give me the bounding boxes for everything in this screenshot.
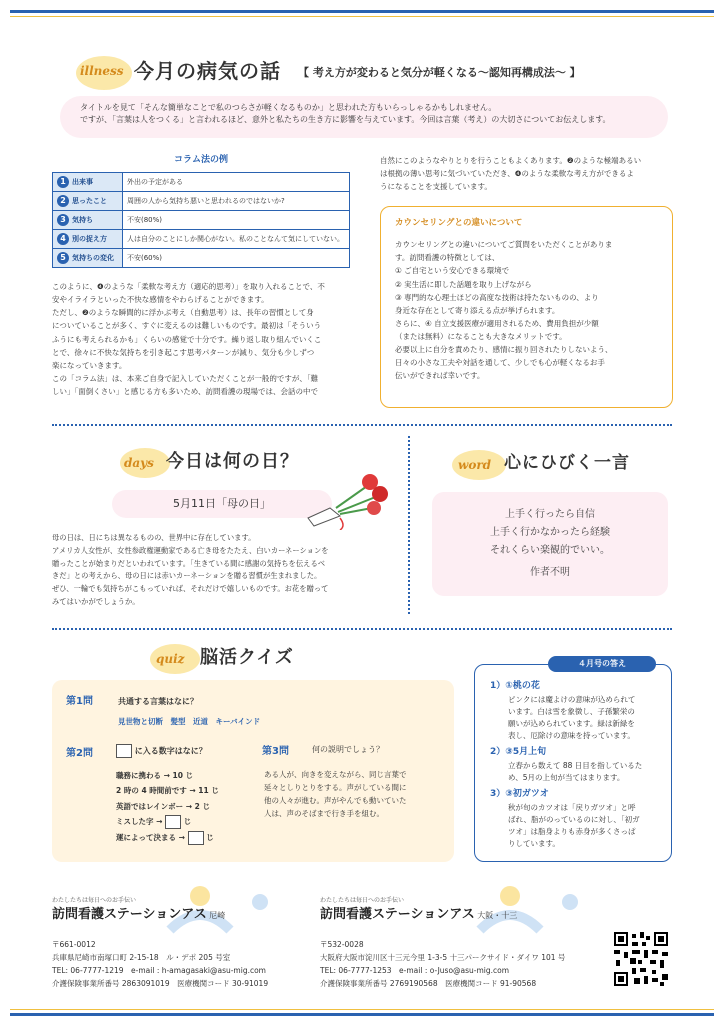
quote-author: 作者不明 (530, 567, 570, 578)
text-line: 立春から数えて 88 日目を指しているた (508, 760, 643, 770)
text-line: カウンセリングとの違いについてご質問をいただくことがありま (395, 240, 613, 250)
text-line: みてはいかがでしょうか。 (52, 596, 140, 606)
footer-brand (52, 905, 302, 925)
text-line: 願いが込められています。緑は新緑を (508, 718, 635, 728)
row-value: 不安(80%) (123, 211, 350, 230)
table-row (53, 249, 350, 268)
q1-question: 共通する言葉はなに？ (118, 697, 198, 706)
text-line: す。訪問看護の特徴としては、 (395, 253, 500, 263)
text-line: （または無料）になることも大きなメリットです。 (395, 332, 567, 342)
row-label: 別の捉え方 (72, 235, 107, 243)
text-line: は根拠の薄い思考に気づいていただき、❹のような柔軟な考え方ができるよ (380, 169, 634, 179)
footer-tagline: わたしたちは毎日へのお手伝い (52, 897, 137, 904)
answers-badge: ４月号の答え (548, 656, 656, 672)
text-line: ぜひ、一輪でも気持ちがこもっていれば、それだけで嬉しいものです。お花を贈って (52, 584, 329, 594)
answer-body (490, 802, 666, 850)
text-line: 身近な存在として寄り添える点が挙げられます。 (395, 305, 560, 315)
q2-question: に入る数字はなに？ (134, 746, 207, 756)
days-pill: 5月11日「母の日」 (112, 490, 332, 518)
illness-right-text (380, 154, 676, 193)
answers-list (490, 680, 666, 850)
intro-text (80, 102, 660, 127)
q2-item-text: ミスした字 → (116, 817, 163, 827)
step-number-icon: 5 (57, 252, 69, 264)
q2-question-wrap (116, 744, 207, 758)
q1-label: 第1問 (66, 696, 93, 707)
text-line: 他の人々が進む。声がやんでも動いていた (264, 796, 407, 806)
top-rule-thin (10, 16, 714, 17)
blank-box (116, 744, 132, 758)
bottom-rule-thin (10, 1009, 714, 1010)
answer-heading: 2）③5月上旬 (490, 746, 547, 757)
text-line: ② 実生活に即した話題を取り上げながら (395, 279, 532, 289)
text-line: とで、徐々に不快な気持ちを引き起こす思考パターンが減り、気分も少しずつ (52, 347, 315, 357)
intro-line: ですが、「言葉は人をつくる」と言われるほど、意外と私たちの生き方に影響を与えています。今回は言葉（考え）の大切さについてお伝えします。 (80, 115, 611, 125)
text-line: 必要以上に自分を責めたり、感情に振り回されたりしないよう、 (395, 345, 613, 355)
step-number-icon: 4 (57, 233, 69, 245)
row-value: 不安(60%) (123, 249, 350, 268)
text-line: このように、❹のような「柔軟な考え方（適応的思考）」を取り入れることで、不 (52, 282, 325, 291)
footer-right (320, 896, 610, 990)
text-line: ピンクには魔よけの意味が込められて (508, 694, 636, 704)
word-title: 心にひびく一言 (504, 453, 630, 473)
days-tag: days (124, 456, 154, 470)
quote-line: 上手く行かなかったら経験 (490, 527, 610, 538)
row-label: 気持ちの変化 (72, 254, 114, 262)
row-label: 出来事 (72, 178, 93, 186)
answer-heading: 3）③初ガツオ (490, 788, 549, 799)
text-line: め、5月の上旬が当てはまります。 (508, 772, 625, 782)
days-text (52, 532, 392, 609)
table-row (53, 211, 350, 230)
text-line: ツオ」は脂身よりも赤身が多くさっぱ (508, 826, 636, 836)
quiz-tag: quiz (156, 652, 185, 666)
text-line: 秋が旬のカツオは「戻りガツオ」と呼 (508, 802, 636, 812)
text-line: 人は、声のそばまで行き手を組む。 (264, 809, 384, 819)
section-divider (52, 424, 672, 426)
answer-body (490, 694, 666, 742)
step-number-icon: 3 (57, 214, 69, 226)
top-rule (10, 10, 714, 13)
text-line: 日々の小さな工夫や対話を通して、少しでも心が軽くなるお手 (395, 358, 605, 368)
illness-title: 今月の病気の話 (134, 59, 281, 83)
quote-line: それくらい楽観的でいい。 (490, 545, 610, 556)
q2-label: 第2問 (66, 748, 93, 759)
footer-brand (320, 905, 610, 925)
text-line: しい」「面倒くさい」と感じる方も多いため、訪問看護の現場では、会話の中で (52, 387, 318, 396)
column-title: コラム法の例 (174, 155, 228, 165)
text-line: 自然にこのようなやりとりを行うこともよくあります。❷のような極端あるい (380, 156, 642, 165)
quote-line: 上手く行ったら自信 (505, 509, 595, 520)
q3-label: 第3問 (262, 746, 289, 757)
text-line: 表し、厄除けの意味を持っています。 (508, 730, 635, 740)
answer-heading: 1）①桃の花 (490, 681, 540, 691)
section-divider (52, 628, 672, 630)
row-label: 気持ち (72, 216, 93, 224)
column-table (52, 172, 350, 268)
carnation-bouquet-icon (300, 468, 392, 530)
text-line: ① ご自宅という安心できる環境で (395, 266, 510, 276)
text-line: うになることを支援しています。 (380, 182, 492, 192)
illness-left-text (52, 280, 362, 398)
word-tag: word (458, 458, 492, 472)
text-line: りしています。 (508, 838, 560, 848)
text-line: アメリカ人女性が、女性参政権運動家である亡き母をたたえ、白いカーネーションを (52, 545, 329, 555)
text-line: この「コラム法」は、本来ご自身で記入していただくことが一般的ですが、「難 (52, 373, 319, 383)
address: 兵庫県尼崎市南塚口町 2-15-18 ル・デポ 205 号室 (52, 953, 231, 963)
codes: 介護保険事業所番号 2863091019 医療機関コード 30-91019 (52, 978, 269, 988)
q2-item: 英語ではレインボー → 2 じ (116, 801, 210, 811)
contact: TEL: 06-7777-1253 e-mail : o-Juso@asu-mig.com (320, 965, 510, 975)
q2-items (116, 768, 219, 845)
answer-body (490, 760, 666, 784)
footer-tagline: わたしたちは毎日へのお手伝い (320, 897, 405, 904)
intro-line: タイトルを見て「そんな簡単なことで私のつらさが軽くなるものか」と思われた方もいらっしゃるかもしれません。 (80, 103, 497, 112)
zip: 〒661-0012 (52, 940, 96, 950)
q2-item: 2 時の 4 時間前です → 11 じ (116, 786, 219, 796)
days-title: 今日は何の日？ (166, 451, 299, 472)
text-line: 伝いができれば幸いです。 (395, 371, 485, 381)
section-divider-vertical (408, 436, 410, 614)
row-value: 人は自分のことにしか関心がない。私のことなんて気にしていない。 (123, 230, 350, 249)
bottom-rule (10, 1013, 714, 1016)
table-row (53, 230, 350, 249)
text-line: 延々としりとりをする。声がしている間に (264, 783, 407, 793)
contact: TEL: 06-7777-1219 e-mail : h-amagasaki@asu-mig.com (52, 965, 266, 975)
text-line: 贈ったことが始まりだといわれています。「生きている間に感謝の気持ちを伝えるべ (52, 558, 326, 568)
illness-subtitle: 【 考え方が変わると気分が軽くなる〜認知再構成法〜 】 (298, 66, 581, 79)
table-row (53, 192, 350, 211)
text-line: ふうにも考えられるかも」くらいの感覚で十分です。繰り返し取り組んでいくこ (52, 334, 322, 344)
illness-tag: illness (80, 64, 124, 78)
zip: 〒532-0028 (320, 940, 364, 950)
codes: 介護保険事業所番号 2769190568 医療機関コード 91-90568 (320, 978, 537, 988)
row-label: 思ったこと (72, 197, 107, 205)
text-line: ただし、❷のような瞬間的に浮かぶ考え（自動思考）は、長年の習慣として身 (52, 308, 314, 318)
counseling-title: カウンセリングとの違いについて (395, 218, 523, 228)
q2-item: 職務に携わる → 10 じ (116, 771, 194, 780)
word-quote-box (432, 492, 668, 596)
blank-box (165, 815, 181, 829)
text-line: ある人が、向きを変えながら、同じ言葉で (264, 770, 407, 779)
text-line: 母の日は、日にちは異なるものの、世界中に存在しています。 (52, 533, 256, 542)
q2-item-text: 運によって決まる → (116, 832, 185, 842)
q2-item (116, 830, 219, 845)
text-line: についていることが多く、すぐに変えるのは難しいものです。最初は「そういう (52, 321, 322, 331)
q3-question: 何の説明でしょう？ (312, 745, 384, 754)
step-number-icon: 2 (57, 195, 69, 207)
text-line: ③ 専門的な心理士ほどの高度な技術は持たないものの、より (395, 292, 599, 302)
footer-left (52, 896, 302, 990)
counseling-box (380, 206, 673, 408)
blank-box (188, 831, 204, 845)
text-line: さらに、④ 自立支援医療が適用されるため、費用負担が少額 (395, 318, 599, 328)
brand-logo: 訪問看護ステーションアス (52, 907, 207, 923)
text-line: きだ」との考えから、母の日には赤いカーネーションを贈る習慣が生まれました。 (52, 571, 322, 581)
q2-item (116, 814, 219, 829)
table-row (53, 173, 350, 192)
address: 大阪府大阪市淀川区十三元今里 1-3-5 十三パークサイド・ダイワ 101 号 (320, 953, 566, 963)
text-line: 楽になっていきます。 (52, 360, 127, 370)
step-number-icon: 1 (57, 176, 69, 188)
text-line: ばれ、脂がのっているのに対し、「初ガ (508, 814, 640, 824)
row-value: 外出の予定がある (123, 173, 350, 192)
q2-suffix: じ (206, 832, 214, 842)
quiz-title: 脳活クイズ (200, 647, 294, 668)
branch-name: 大阪・十三 (477, 911, 518, 921)
q3-text (264, 768, 444, 821)
q1-hint: 見世物と切断 髪型 近道 キーバインド (118, 717, 261, 726)
row-value: 周囲の人から気持ち悪いと思われるのではないか? (123, 192, 350, 211)
text-line: います。白は雪を象徴し、子孫繁栄の (508, 706, 635, 716)
branch-name: 尼崎 (209, 911, 226, 921)
brand-logo: 訪問看護ステーションアス (320, 907, 475, 923)
qr-code-icon[interactable] (612, 930, 670, 988)
q2-suffix: じ (183, 817, 192, 827)
text-line: 安やイライラといった不快な感情をやわらげることができます。 (52, 295, 269, 305)
